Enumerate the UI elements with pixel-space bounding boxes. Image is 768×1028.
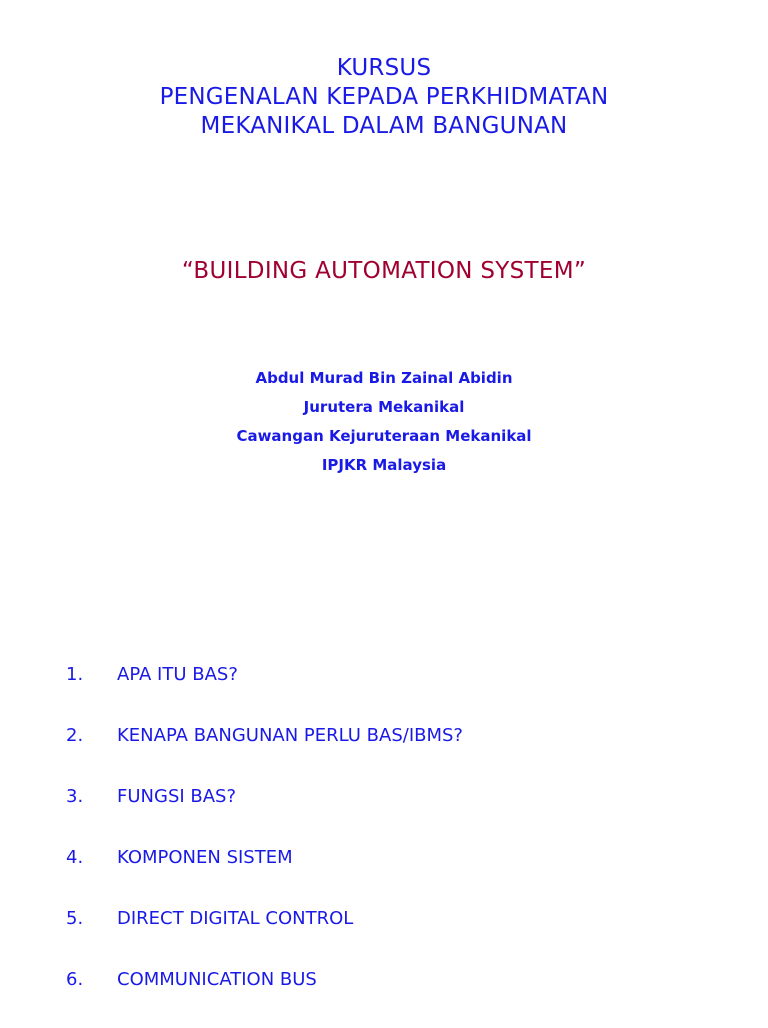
author-block (0, 364, 768, 480)
agenda-item (0, 723, 768, 784)
course-title-line-1: PENGENALAN KEPADA PERKHIDMATAN (159, 84, 609, 110)
agenda-item-number: 5. (66, 908, 84, 929)
author-organization: IPJKR Malaysia (321, 456, 447, 474)
author-branch: Cawangan Kejuruteraan Mekanikal (236, 427, 532, 445)
agenda-item-text: COMMUNICATION BUS (117, 969, 317, 990)
course-header (0, 54, 768, 141)
agenda-item-number: 6. (66, 969, 84, 990)
agenda-item-text: DIRECT DIGITAL CONTROL (117, 908, 354, 929)
agenda-item-text: KENAPA BANGUNAN PERLU BAS/IBMS? (117, 725, 463, 746)
topic-title: “BUILDING AUTOMATION SYSTEM” (181, 258, 587, 284)
agenda-item (0, 967, 768, 1028)
author-name: Abdul Murad Bin Zainal Abidin (255, 369, 513, 387)
agenda-item-text: FUNGSI BAS? (117, 786, 237, 807)
agenda-item-text: KOMPONEN SISTEM (117, 847, 293, 868)
agenda-item-number: 4. (66, 847, 84, 868)
agenda-item (0, 784, 768, 845)
course-label: KURSUS (336, 55, 432, 81)
agenda-item (0, 662, 768, 723)
agenda-item-number: 2. (66, 725, 84, 746)
agenda-item-number: 3. (66, 786, 84, 807)
agenda-item-number: 1. (66, 664, 84, 685)
agenda-item (0, 906, 768, 967)
agenda-item (0, 845, 768, 906)
author-position: Jurutera Mekanikal (303, 398, 465, 416)
course-title-line-2: MEKANIKAL DALAM BANGUNAN (200, 113, 568, 139)
agenda-item-text: APA ITU BAS? (117, 664, 238, 685)
agenda-list (0, 662, 768, 1028)
